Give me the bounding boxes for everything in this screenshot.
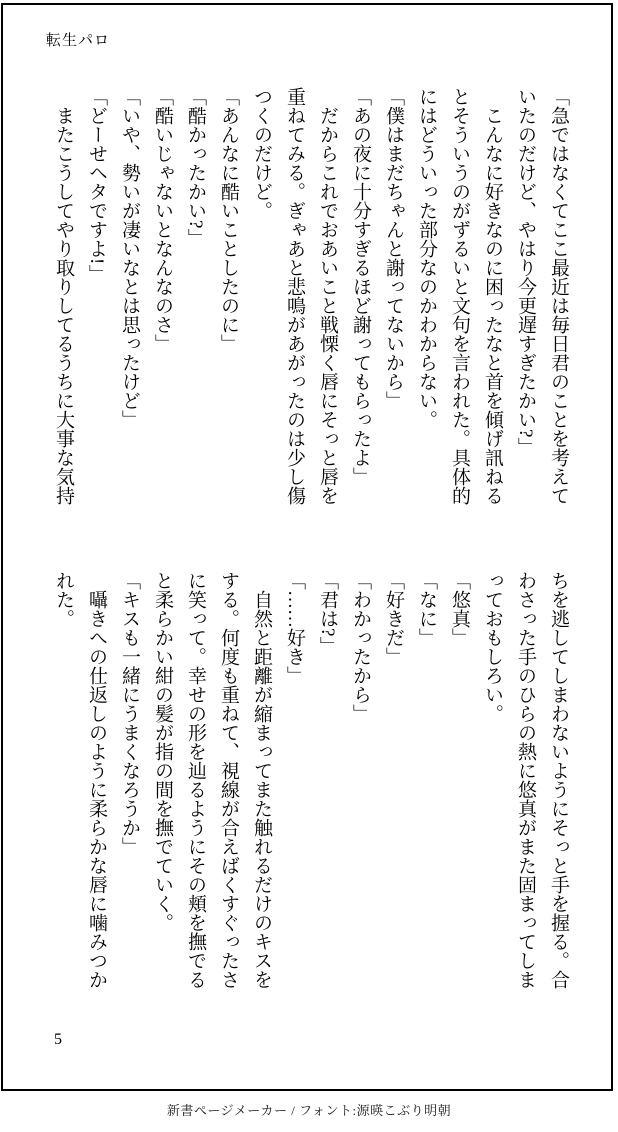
text-block-upper: [31, 87, 575, 506]
paragraph: 「なに」: [416, 571, 437, 647]
paragraph: 「あんなに酷いことしたのに」: [218, 87, 239, 353]
paragraph: 「酷いじゃないとなんなのさ」: [152, 87, 173, 353]
paragraph: 「どーせヘタですよ!」: [86, 87, 107, 284]
paragraph: 「好きだ」: [383, 571, 404, 666]
page-header-title: 転生パロ: [46, 33, 111, 49]
paragraph: 「酷かったかい?」: [185, 87, 206, 248]
paragraph: こんなに好きなのに困ったなと首を傾げ訊ねるとそういうのがずるいと文句を言われた。具体的にはどういった部分なのかわからない。: [416, 87, 503, 505]
paragraph: 「いや、勢いが凄いなとは思ったけど」: [119, 87, 140, 429]
paragraph: ちを逃してしまわないようにそっと手を握る。合わさった手のひらの熱に悠真がまた固まってしまっておもしろい。: [482, 571, 569, 989]
paragraph: 「君は?」: [317, 571, 338, 656]
footer-credit: 新書ページメーカー / フォント:源暎こぶり明朝: [166, 1103, 452, 1118]
text-block-lower: [31, 571, 575, 990]
paragraph: 「わかったから」: [350, 571, 371, 723]
page-number: 5: [54, 1031, 62, 1048]
paragraph: 囁きへの仕返しのように柔らかな唇に噛みつかれた。: [53, 571, 107, 989]
paragraph: 「急ではなくてここ最近は毎日君のことを考えていたのだけど、やはり今更遅すぎたかい?」: [515, 87, 569, 505]
paragraph: 「……好き」: [284, 571, 305, 685]
paragraph: だからこれでおあいこと戦慄く唇にそっと唇を重ねてみる。ぎゃあと悲鳴があがったのは少し傷つくのだけど。: [251, 87, 338, 505]
paragraph: 「あの夜に十分すぎるほど謝ってもらったよ」: [350, 87, 371, 486]
paragraph: 「悠真」: [449, 571, 470, 647]
paragraph: またこうしてやり取りしてるうちに大事な気持: [53, 106, 74, 505]
paragraph: 「キスも一緒にうまくなろうか」: [119, 571, 140, 856]
paragraph: 「僕はまだちゃんと謝ってないから」: [383, 87, 404, 410]
book-page: [1, 3, 613, 1091]
paragraph: 自然と距離が縮まってまた触れるだけのキスをする。何度も重ねて、視線が合えばくすぐったさに笑って。幸せの形を辿るようにその頬を撫でると柔らかい紺の髪が指の間を撫でていく。: [152, 571, 272, 989]
